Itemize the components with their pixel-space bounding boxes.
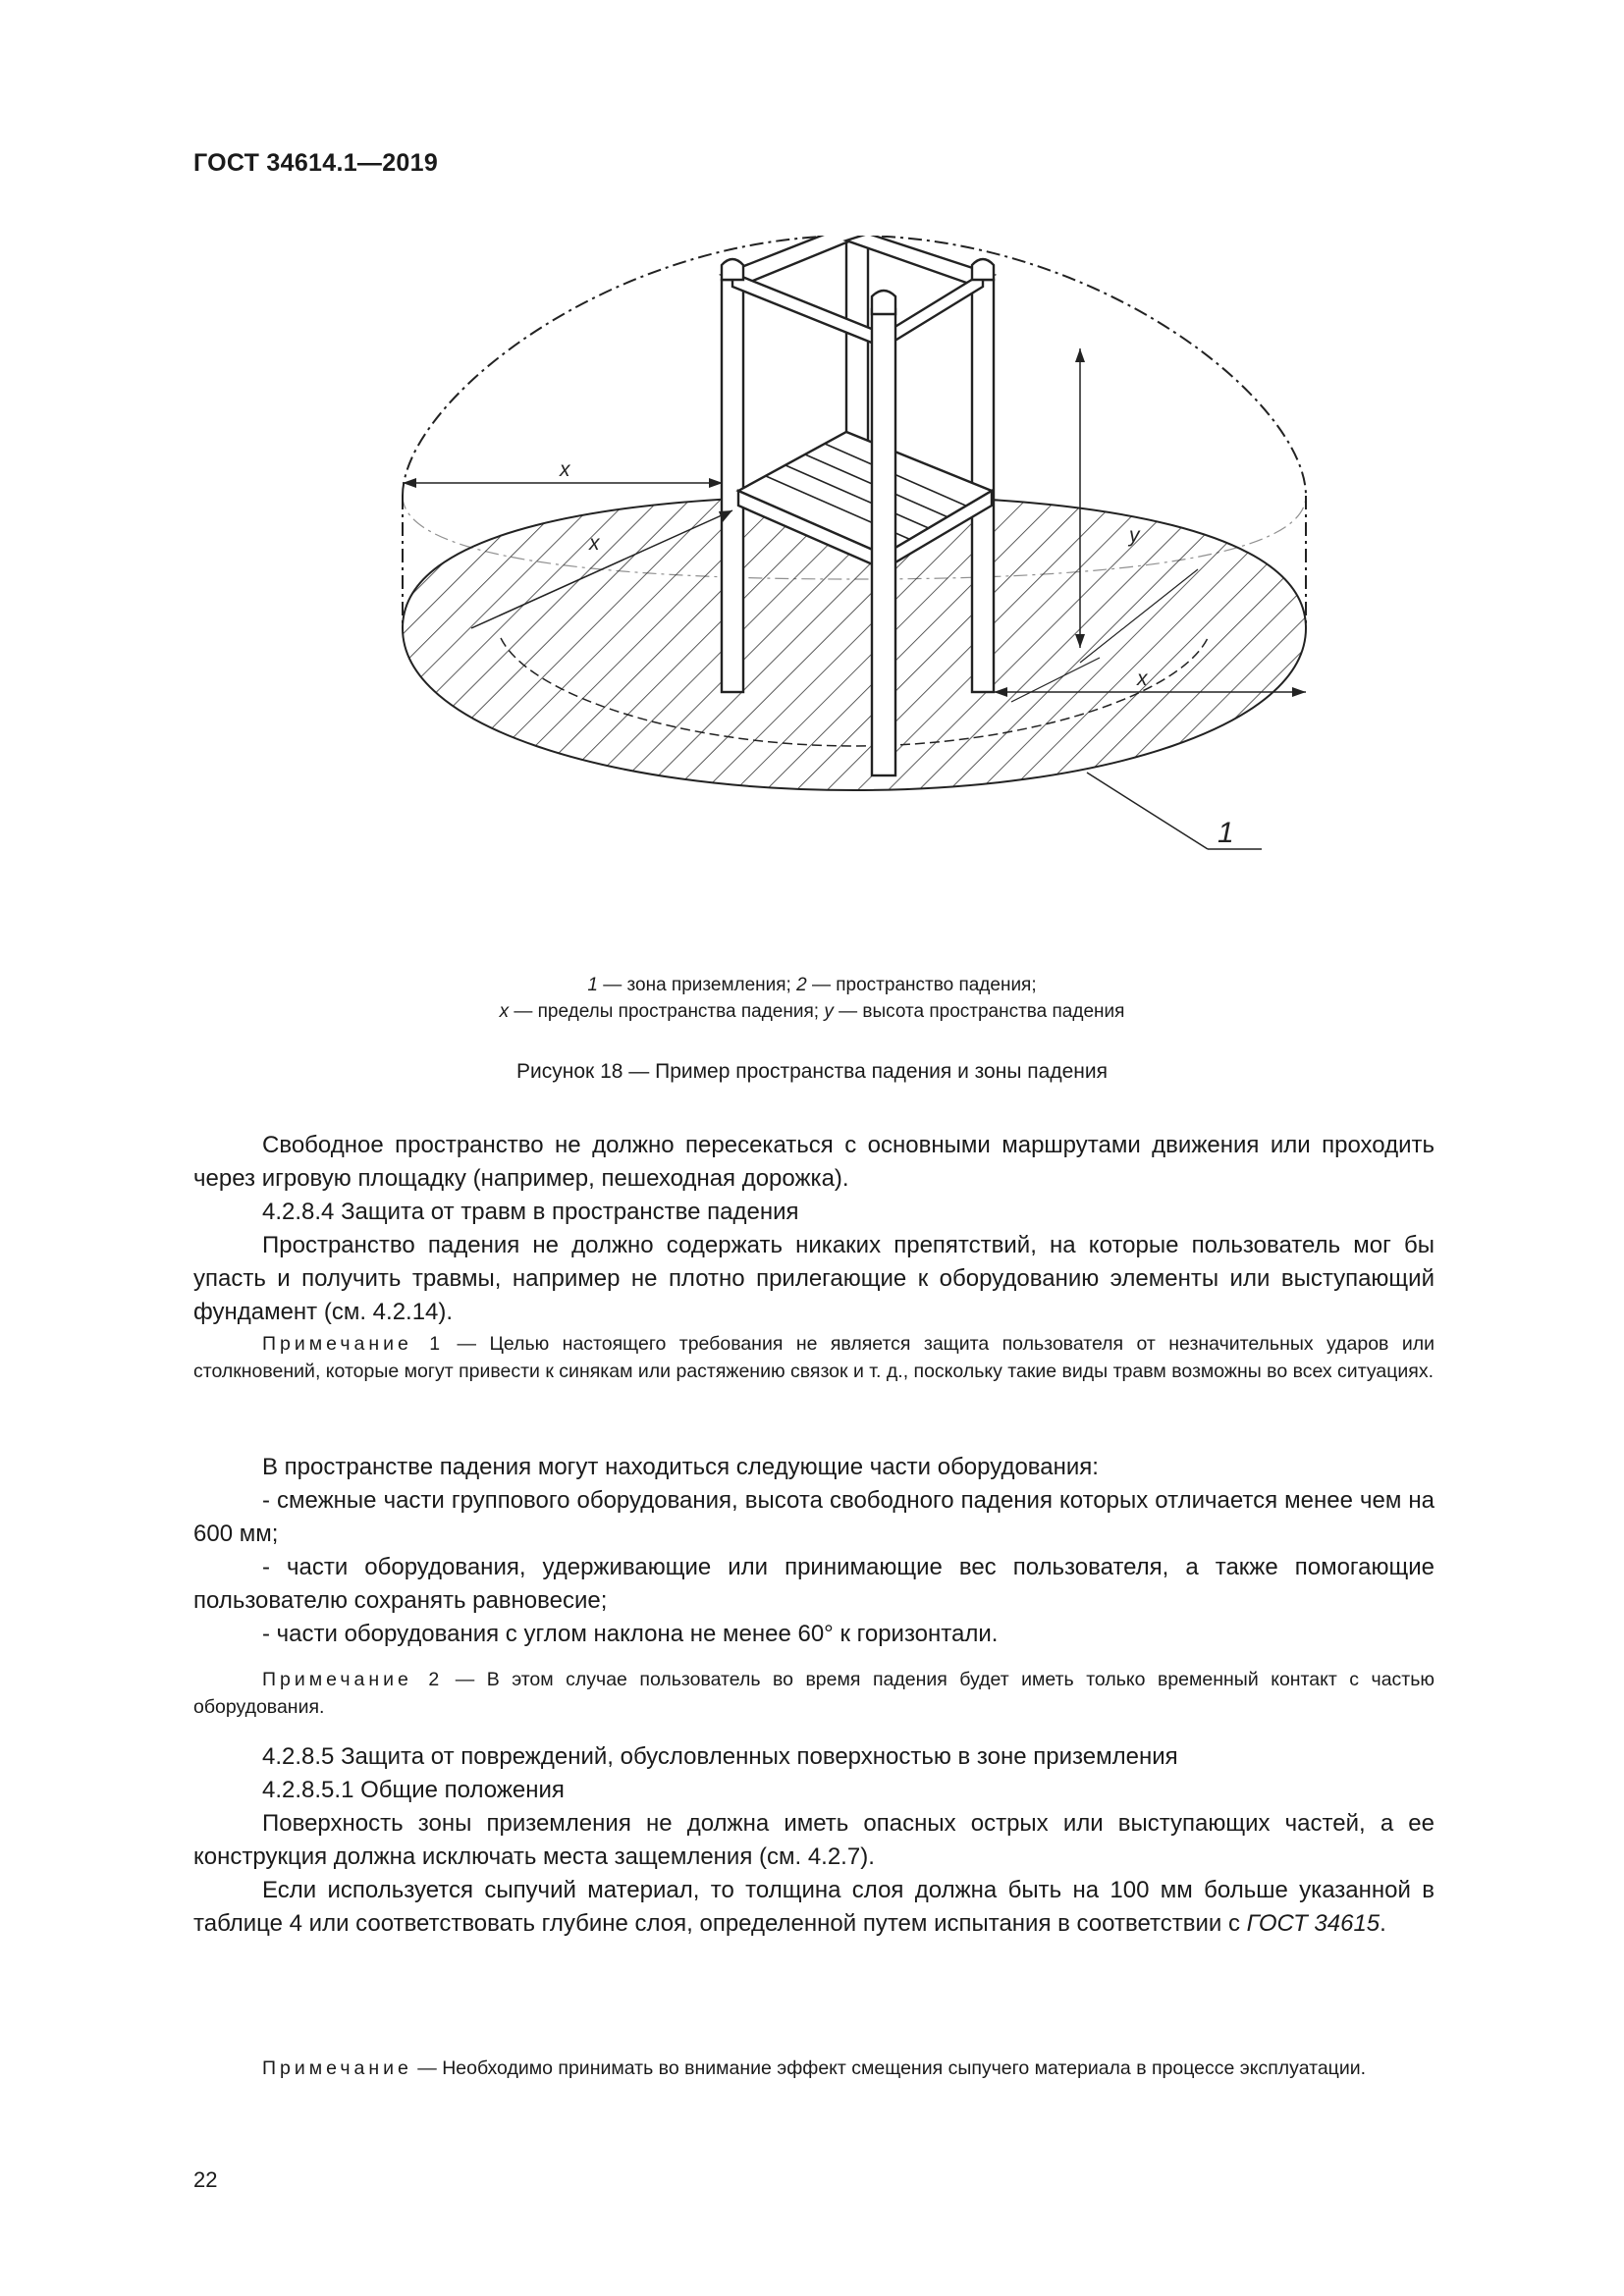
body-block-2 [193,1451,1435,1651]
list-item-adjacent-parts: - смежные части группового оборудования, высота свободного падения которых отличается менее чем на 600 мм; [193,1487,1435,1547]
paragraph-surface: Поверхность зоны приземления не должна иметь опасных острых или выступающих частей, а ее конструкция должна исключать места защемления (см. 4.2.7). [193,1810,1435,1870]
document-header: ГОСТ 34614.1—2019 [193,149,439,177]
note-1-label: Примечание 1 [262,1333,445,1355]
list-item-holding-parts: - части оборудования, удерживающие или принимающие вес пользователя, а также помогающие пользователю сохранять равновесие; [193,1554,1435,1614]
label-x-bottom: x [1137,667,1148,690]
paragraph-loose-material: Если используется сыпучий материал, то толщина слоя должна быть на 100 мм больше указанной в таблице 4 или соответствовать глубине слоя, определенной путем испытания в соответствии с ГОСТ 34615. [193,1877,1435,1937]
label-1: 1 [1218,817,1234,849]
paragraph-free-space: Свободное пространство не должно пересекаться с основными маршрутами движения или проходить через игровую площадку (например, пешеходная дорожка). [193,1132,1435,1192]
note-1-text: — Целью настоящего требования не является защита пользователя от незначительных ударов или столкновений, которые могут привести к синякам или растяжению связок и т. д., поскольку такие виды травм возможны во всех ситуациях. [193,1333,1435,1382]
legend-line-2: x — пределы пространства падения; y — высота пространства падения [499,1001,1125,1022]
note-2-label: Примечание 2 [262,1669,444,1690]
section-4-2-8-4: 4.2.8.4 Защита от травм в пространстве падения [262,1199,799,1225]
body-block-1 [193,1129,1435,1329]
paragraph-obstacles: Пространство падения не должно содержать никаких препятствий, на которые пользователь мог бы упасть и получить травмы, например не плотно прилегающие к оборудованию элементы или выступающий фундамент (см. 4.2.14). [193,1232,1435,1325]
note-2-text: — В этом случае пользователь во время падения будет иметь только временный контакт с частью оборудования. [193,1669,1435,1718]
section-4-2-8-5: 4.2.8.5 Защита от повреждений, обусловленных поверхностью в зоне приземления [262,1743,1178,1770]
section-4-2-8-5-1: 4.2.8.5.1 Общие положения [262,1777,565,1803]
figure-18-drawing [373,236,1335,942]
note-3-text: — Необходимо принимать во внимание эффект смещения сыпучего материала в процессе эксплуатации. [411,2057,1367,2079]
label-y: y [1129,524,1140,547]
figure-caption: Рисунок 18 — Пример пространства падения и зоны падения [516,1060,1108,1083]
page-number: 22 [193,2167,218,2192]
label-x-top: x [560,458,570,481]
note-2 [193,1666,1435,1721]
reference-gost-34615: ГОСТ 34615 [1246,1910,1380,1937]
paragraph-allowed-parts: В пространстве падения могут находиться следующие части оборудования: [262,1454,1099,1480]
note-1 [193,1330,1435,1385]
note-3 [193,2055,1435,2082]
body-block-3 [193,1740,1435,1941]
label-x-diagonal: x [589,532,600,555]
note-3-label: Примечание [262,2057,412,2079]
legend-line-1: 1 — зона приземления; 2 — пространство падения; [587,975,1037,995]
list-item-inclined-parts: - части оборудования с углом наклона не менее 60° к горизонтали. [262,1621,999,1647]
